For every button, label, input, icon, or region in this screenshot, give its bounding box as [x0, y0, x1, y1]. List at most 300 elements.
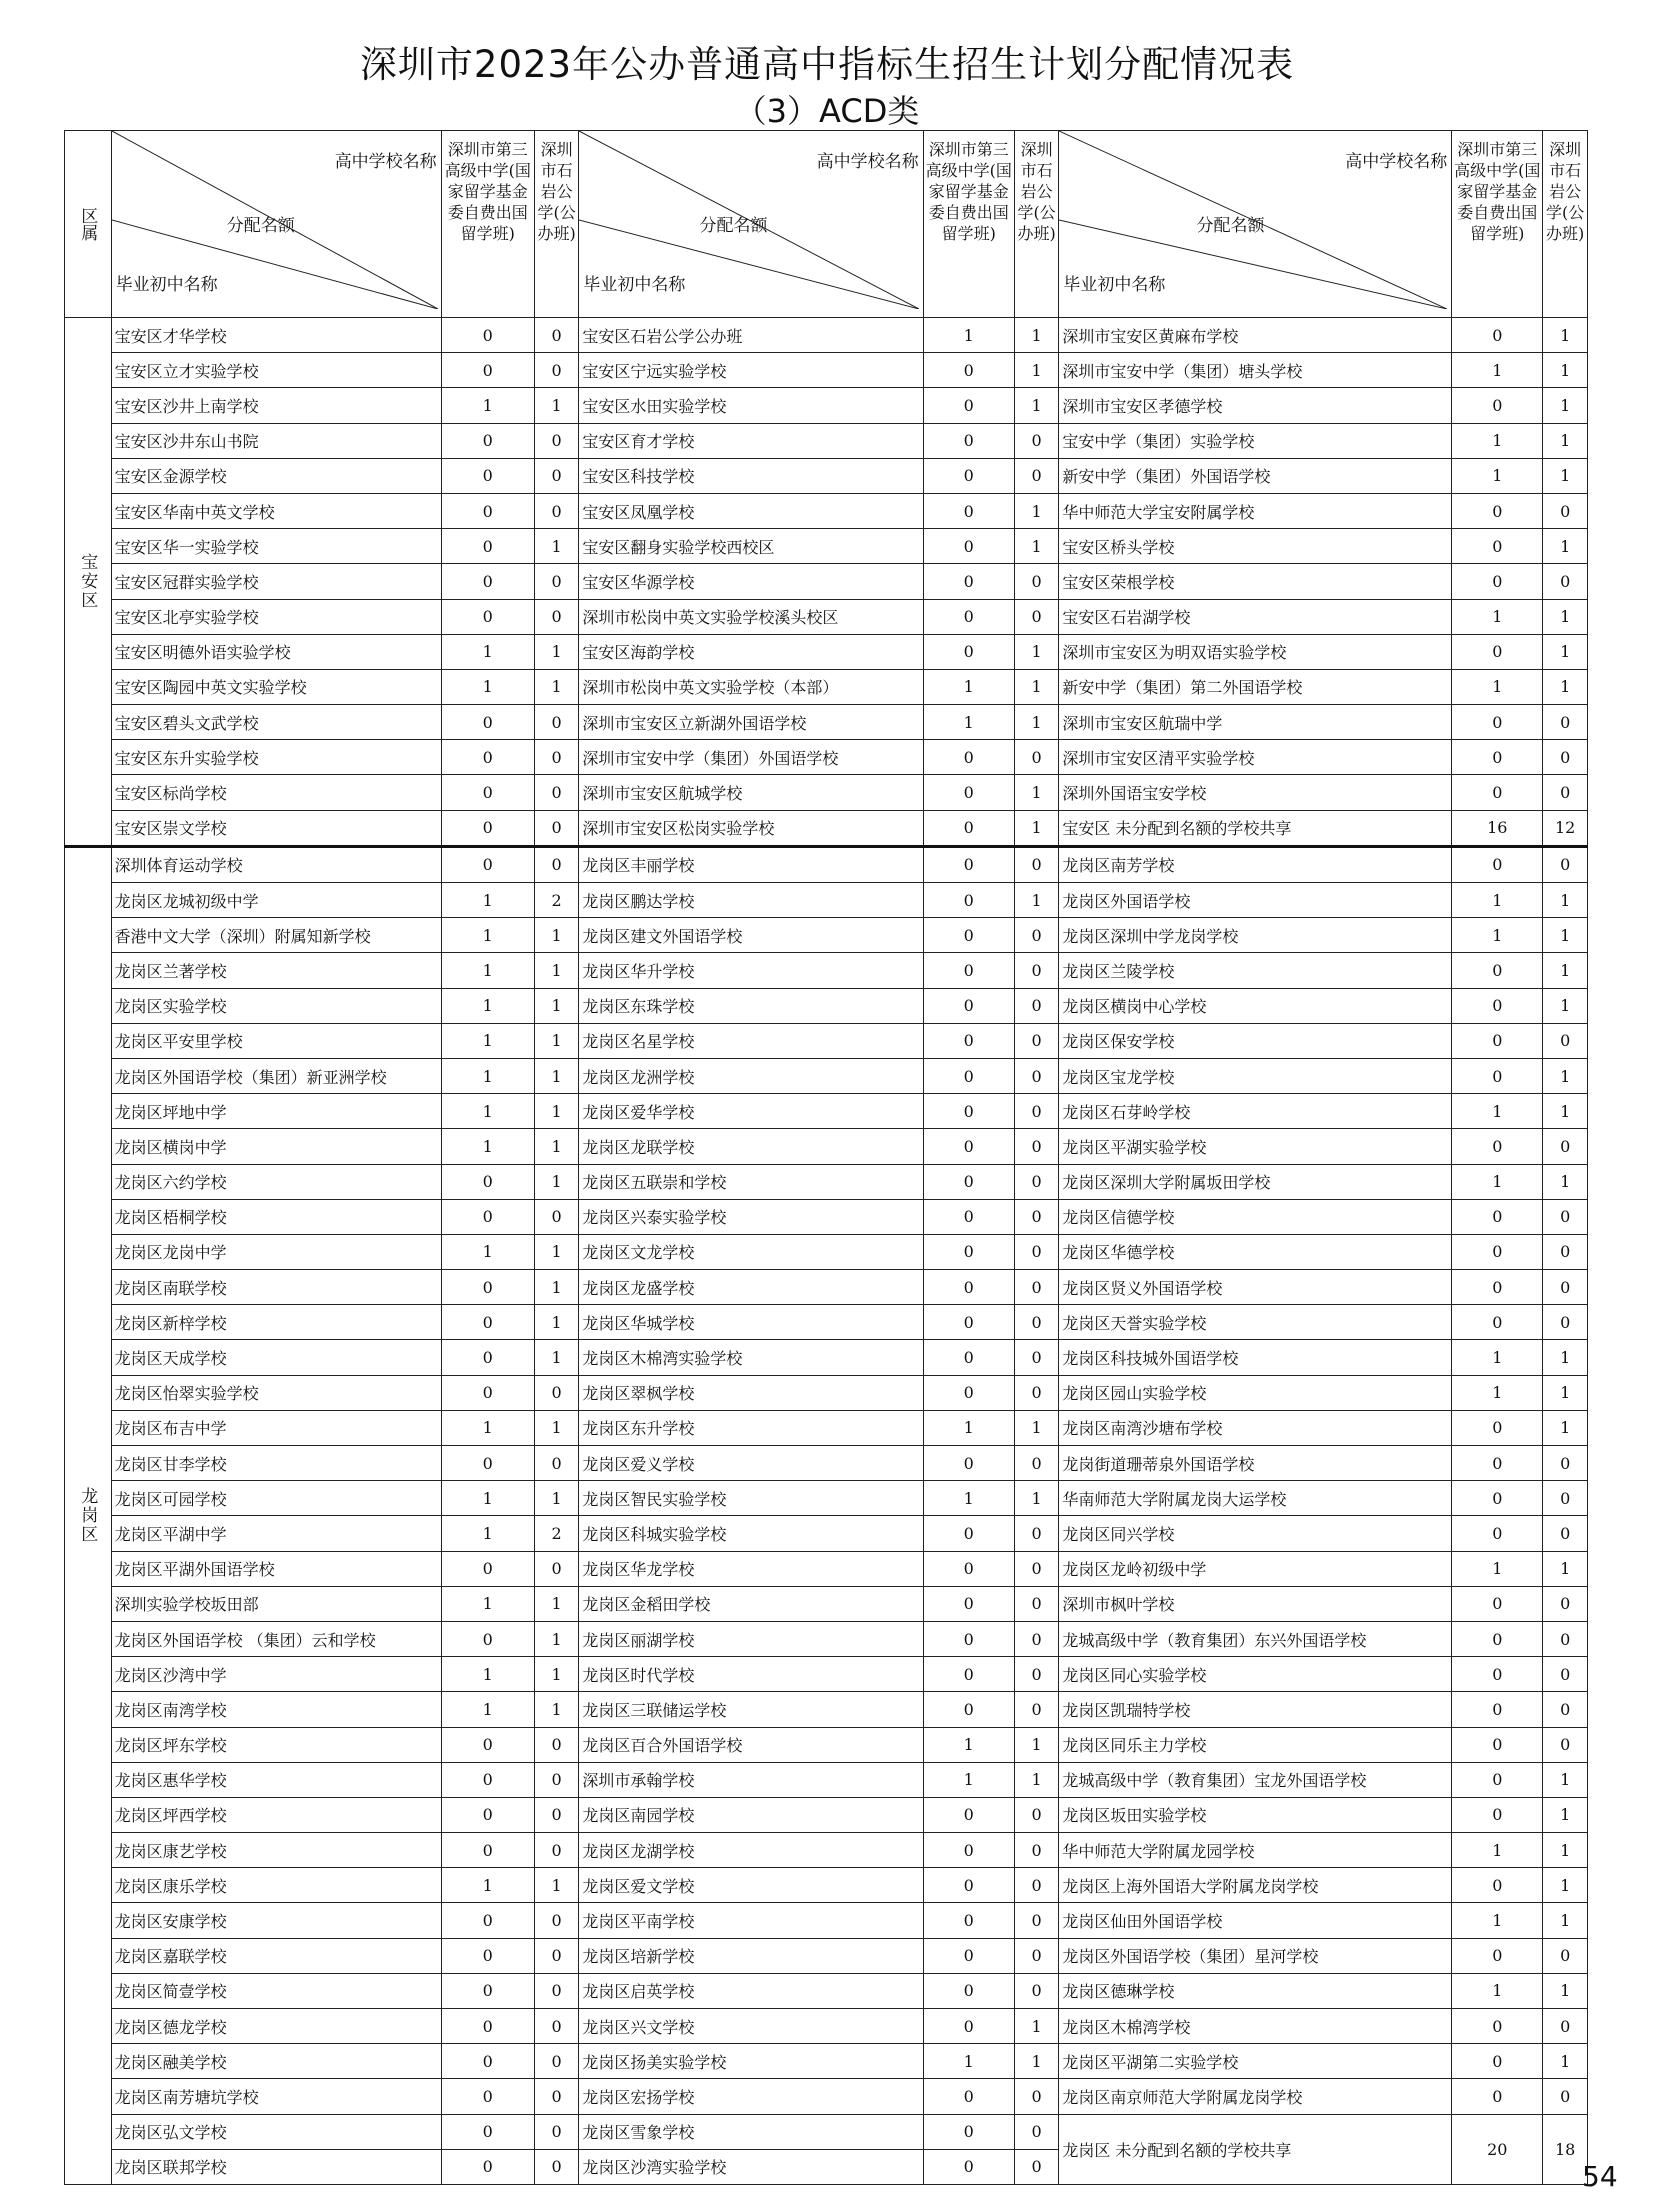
quota-b: 1	[534, 1657, 579, 1692]
quota-b: 0	[1014, 423, 1059, 458]
middle-school-name: 龙岗区宏扬学校	[579, 2079, 923, 2114]
middle-school-name: 龙岗区天成学校	[111, 1340, 441, 1375]
quota-b: 0	[1014, 1446, 1059, 1481]
table-row	[65, 2114, 1588, 2149]
quota-a: 0	[923, 1023, 1014, 1058]
middle-school-name: 深圳市宝安区孝德学校	[1059, 388, 1452, 423]
middle-school-name: 龙岗区东升学校	[579, 1410, 923, 1445]
quota-a: 0	[441, 1903, 534, 1938]
quota-b: 1	[1543, 318, 1588, 353]
table-row	[65, 2079, 1588, 2114]
quota-a: 1	[923, 2044, 1014, 2079]
quota-b: 2	[534, 883, 579, 918]
quota-a: 0	[441, 1797, 534, 1832]
quota-b: 1	[534, 1129, 579, 1164]
quota-a: 0	[923, 1657, 1014, 1692]
quota-b: 0	[1014, 1023, 1059, 1058]
middle-school-name: 宝安区华南中英文学校	[111, 493, 441, 528]
diagonal-header	[579, 131, 923, 318]
middle-school-name: 龙岗区南园学校	[579, 1797, 923, 1832]
quota-b: 0	[1543, 740, 1588, 775]
quota-a: 1	[1452, 458, 1543, 493]
table-row	[65, 1058, 1588, 1093]
table-row	[65, 705, 1588, 740]
middle-school-name: 龙岗区康乐学校	[111, 1868, 441, 1903]
quota-a: 0	[1452, 318, 1543, 353]
middle-school-name: 龙岗区凯瑞特学校	[1059, 1692, 1452, 1727]
quota-a: 0	[1452, 1868, 1543, 1903]
table-row	[65, 1234, 1588, 1269]
middle-school-name: 龙岗区时代学校	[579, 1657, 923, 1692]
middle-school-name: 龙岗区南湾学校	[111, 1692, 441, 1727]
quota-a: 1	[1452, 599, 1543, 634]
table-body	[65, 318, 1588, 2185]
quota-b: 0	[1543, 1023, 1588, 1058]
quota-b: 0	[1543, 564, 1588, 599]
quota-a: 0	[1452, 1199, 1543, 1234]
middle-school-name: 龙岗区龙岗中学	[111, 1234, 441, 1269]
middle-school-name: 深圳实验学校坂田部	[111, 1586, 441, 1621]
quota-b: 18	[1543, 2114, 1588, 2184]
quota-b: 1	[1543, 918, 1588, 953]
middle-school-name: 深圳体育运动学校	[111, 846, 441, 882]
quota-a: 0	[923, 493, 1014, 528]
quota-b: 0	[1014, 1938, 1059, 1973]
quota-b: 1	[1014, 2044, 1059, 2079]
middle-school-name: 龙岗区华德学校	[1059, 1234, 1452, 1269]
quota-b: 0	[1543, 1446, 1588, 1481]
quota-a: 0	[923, 740, 1014, 775]
middle-school-name: 深圳市宝安区清平实验学校	[1059, 740, 1452, 775]
middle-school-name: 深圳市松岗中英文实验学校溪头校区	[579, 599, 923, 634]
quota-a: 0	[1452, 1481, 1543, 1516]
middle-school-name: 龙岗区东珠学校	[579, 988, 923, 1023]
quota-a: 0	[923, 1833, 1014, 1868]
middle-school-name: 龙岗区安康学校	[111, 1903, 441, 1938]
quota-a: 0	[1452, 1234, 1543, 1269]
high-school-label: 高中学校名称	[816, 152, 919, 172]
quota-b: 0	[534, 1973, 579, 2008]
quota-a: 0	[1452, 634, 1543, 669]
middle-school-name: 宝安区水田实验学校	[579, 388, 923, 423]
middle-school-name: 深圳市宝安区航瑞中学	[1059, 705, 1452, 740]
quota-b: 1	[1543, 599, 1588, 634]
middle-school-name: 龙岗区天誉实验学校	[1059, 1305, 1452, 1340]
quota-a: 0	[1452, 1657, 1543, 1692]
quota-a: 0	[441, 318, 534, 353]
quota-b: 0	[1543, 2079, 1588, 2114]
quota-a: 0	[923, 1094, 1014, 1129]
quota-b: 1	[534, 1481, 579, 1516]
middle-school-name: 龙岗区龙湖学校	[579, 1833, 923, 1868]
table-row	[65, 493, 1588, 528]
middle-school-name: 龙岗区实验学校	[111, 988, 441, 1023]
quota-a: 0	[441, 1551, 534, 1586]
quota-b: 1	[1543, 458, 1588, 493]
quota-a: 1	[923, 1481, 1014, 1516]
middle-school-name: 宝安区桥头学校	[1059, 529, 1452, 564]
middle-school-name: 龙岗区怡翠实验学校	[111, 1375, 441, 1410]
page-subtitle: （3）ACD类	[734, 92, 920, 130]
middle-school-name: 龙岗区甘李学校	[111, 1446, 441, 1481]
middle-school-name: 宝安区科技学校	[579, 458, 923, 493]
middle-school-name: 深圳市宝安区航城学校	[579, 775, 923, 810]
quota-a: 0	[441, 1305, 534, 1340]
quota-b: 1	[1543, 634, 1588, 669]
quota-b: 0	[1543, 846, 1588, 882]
middle-school-name: 龙岗区联邦学校	[111, 2149, 441, 2184]
quota-b: 1	[1014, 353, 1059, 388]
middle-school-name: 龙岗区信德学校	[1059, 1199, 1452, 1234]
middle-school-name: 龙岗区坂田实验学校	[1059, 1797, 1452, 1832]
table-row	[65, 810, 1588, 846]
quota-a: 0	[923, 1973, 1014, 2008]
quota-b: 0	[1014, 1797, 1059, 1832]
middle-school-name: 龙岗区平南学校	[579, 1903, 923, 1938]
quota-a: 1	[441, 1410, 534, 1445]
middle-school-name: 龙岗区文龙学校	[579, 1234, 923, 1269]
table-row	[65, 1199, 1588, 1234]
middle-school-name: 深圳市宝安区松岗实验学校	[579, 810, 923, 846]
quota-b: 0	[1543, 1270, 1588, 1305]
middle-school-name: 宝安区凤凰学校	[579, 493, 923, 528]
middle-school-name: 深圳市宝安中学（集团）外国语学校	[579, 740, 923, 775]
quota-b: 0	[1014, 740, 1059, 775]
middle-school-name: 龙岗区仙田外国语学校	[1059, 1903, 1452, 1938]
quota-b: 1	[534, 1586, 579, 1621]
table-row	[65, 1164, 1588, 1199]
quota-a: 0	[923, 1868, 1014, 1903]
quota-b: 0	[1014, 1551, 1059, 1586]
quota-b: 0	[1014, 599, 1059, 634]
middle-school-name: 龙岗区保安学校	[1059, 1023, 1452, 1058]
quota-a: 0	[441, 529, 534, 564]
middle-school-name: 龙岗区沙湾中学	[111, 1657, 441, 1692]
quota-a: 0	[1452, 1586, 1543, 1621]
quota-a: 1	[441, 1481, 534, 1516]
middle-school-name: 龙岗区可园学校	[111, 1481, 441, 1516]
quota-a: 0	[1452, 493, 1543, 528]
quota-b: 0	[1014, 2079, 1059, 2114]
middle-school-name: 龙岗街道珊蒂泉外国语学校	[1059, 1446, 1452, 1481]
quota-a: 0	[1452, 988, 1543, 1023]
middle-school-name: 龙岗区五联崇和学校	[579, 1164, 923, 1199]
table-row	[65, 1094, 1588, 1129]
quota-b: 0	[534, 705, 579, 740]
middle-school-name: 龙岗区智民实验学校	[579, 1481, 923, 1516]
quota-b: 0	[1014, 1058, 1059, 1093]
middle-school-name: 龙岗区华龙学校	[579, 1551, 923, 1586]
middle-school-name: 宝安区荣根学校	[1059, 564, 1452, 599]
diagonal-header	[1059, 131, 1452, 318]
quota-a: 0	[1452, 1446, 1543, 1481]
quota-b: 1	[534, 1234, 579, 1269]
quota-a: 0	[441, 846, 534, 882]
col-b-header: 深圳市石岩公学(公办班)	[1543, 131, 1588, 318]
quota-a: 0	[1452, 2009, 1543, 2044]
quota-b: 1	[534, 918, 579, 953]
table-row	[65, 988, 1588, 1023]
quota-b: 1	[534, 1305, 579, 1340]
quota-b: 0	[1543, 1692, 1588, 1727]
middle-school-name: 华中师范大学附属龙园学校	[1059, 1833, 1452, 1868]
quota-b: 1	[1543, 529, 1588, 564]
table-row	[65, 1727, 1588, 1762]
quota-b: 1	[534, 669, 579, 704]
middle-school-name: 龙岗区同心实验学校	[1059, 1657, 1452, 1692]
quota-a: 0	[1452, 1410, 1543, 1445]
quota-a: 1	[441, 1657, 534, 1692]
quota-b: 0	[1014, 846, 1059, 882]
quota-b: 0	[1014, 1094, 1059, 1129]
quota-a: 1	[441, 1023, 534, 1058]
table-row	[65, 318, 1588, 353]
quota-a: 1	[1452, 1340, 1543, 1375]
quota-b: 1	[534, 1058, 579, 1093]
quota-a: 1	[441, 388, 534, 423]
quota-a: 0	[441, 1164, 534, 1199]
middle-school-name: 龙城高级中学（教育集团）东兴外国语学校	[1059, 1621, 1452, 1656]
quota-a: 1	[441, 1094, 534, 1129]
middle-school-name: 宝安区碧头文武学校	[111, 705, 441, 740]
middle-school-name: 龙岗区横岗中心学校	[1059, 988, 1452, 1023]
quota-a: 0	[441, 493, 534, 528]
quota-a: 0	[441, 1375, 534, 1410]
quota-a: 1	[1452, 918, 1543, 953]
middle-school-name: 宝安区崇文学校	[111, 810, 441, 846]
quota-a: 0	[441, 2149, 534, 2184]
table-row	[65, 1516, 1588, 1551]
quota-b: 0	[1543, 1516, 1588, 1551]
table-row	[65, 423, 1588, 458]
quota-b: 1	[1543, 953, 1588, 988]
middle-school-name: 龙岗区科技城外国语学校	[1059, 1340, 1452, 1375]
quota-a: 0	[1452, 953, 1543, 988]
quota-b: 1	[1543, 1164, 1588, 1199]
middle-school-name: 龙岗区南芳塘坑学校	[111, 2079, 441, 2114]
table-row	[65, 634, 1588, 669]
quota-b: 0	[1014, 1129, 1059, 1164]
quota-b: 0	[534, 564, 579, 599]
quota-a: 1	[923, 669, 1014, 704]
quota-b: 0	[534, 2114, 579, 2149]
table-row	[65, 1868, 1588, 1903]
quota-a: 1	[441, 1234, 534, 1269]
quota-a: 1	[441, 1868, 534, 1903]
quota-a: 0	[923, 1516, 1014, 1551]
diagonal-header	[111, 131, 441, 318]
quota-a: 0	[923, 634, 1014, 669]
quota-b: 0	[534, 846, 579, 882]
middle-school-name: 龙岗区德琳学校	[1059, 1973, 1452, 2008]
quota-b: 1	[534, 1094, 579, 1129]
quota-b: 0	[1014, 1903, 1059, 1938]
quota-a: 1	[1452, 1375, 1543, 1410]
middle-school-name: 龙城高级中学（教育集团）宝龙外国语学校	[1059, 1762, 1452, 1797]
quota-b: 1	[1014, 775, 1059, 810]
middle-school-name: 龙岗区坪地中学	[111, 1094, 441, 1129]
quota-b: 1	[1543, 1868, 1588, 1903]
quota-a: 0	[1452, 529, 1543, 564]
quota-b: 1	[534, 529, 579, 564]
quota-b: 1	[1014, 318, 1059, 353]
quota-b: 1	[1014, 529, 1059, 564]
quota-a: 1	[441, 1692, 534, 1727]
middle-school-name: 龙岗区爱文学校	[579, 1868, 923, 1903]
quota-b: 0	[1014, 458, 1059, 493]
quota-a: 1	[1452, 1903, 1543, 1938]
middle-school-name: 宝安区沙井东山书院	[111, 423, 441, 458]
middle-school-name: 龙岗区横岗中学	[111, 1129, 441, 1164]
quota-b: 1	[534, 1868, 579, 1903]
middle-school-name: 宝安区石岩公学公办班	[579, 318, 923, 353]
middle-school-name: 龙岗区科城实验学校	[579, 1516, 923, 1551]
quota-b: 0	[1543, 1199, 1588, 1234]
middle-school-name: 龙岗区翠枫学校	[579, 1375, 923, 1410]
quota-a: 1	[1452, 1973, 1543, 2008]
quota-b: 1	[1014, 883, 1059, 918]
quota-a: 1	[1452, 1833, 1543, 1868]
quota-a: 0	[923, 2114, 1014, 2149]
middle-school-name: 龙岗区启英学校	[579, 1973, 923, 2008]
col-a-header: 深圳市第三高级中学(国家留学基金委自费出国留学班)	[1452, 131, 1543, 318]
quota-a: 0	[923, 2079, 1014, 2114]
quota-b: 1	[1543, 669, 1588, 704]
quota-b: 0	[534, 810, 579, 846]
middle-school-name: 龙岗区培新学校	[579, 1938, 923, 1973]
table-row	[65, 1551, 1588, 1586]
page-title: 深圳市2023年公办普通高中指标生招生计划分配情况表	[359, 43, 1295, 86]
quota-a: 0	[923, 564, 1014, 599]
middle-school-name: 龙岗区兴泰实验学校	[579, 1199, 923, 1234]
quota-a: 20	[1452, 2114, 1543, 2184]
quota-a: 0	[441, 353, 534, 388]
table-row	[65, 1762, 1588, 1797]
quota-b: 0	[1543, 2009, 1588, 2044]
table-row	[65, 458, 1588, 493]
quota-a: 0	[1452, 1692, 1543, 1727]
middle-school-name: 龙岗区南湾沙塘布学校	[1059, 1410, 1452, 1445]
quota-a: 0	[441, 1938, 534, 1973]
quota-a: 0	[923, 1340, 1014, 1375]
quota-a: 0	[923, 458, 1014, 493]
middle-school-name: 龙岗区嘉联学校	[111, 1938, 441, 1973]
quota-a: 0	[441, 1270, 534, 1305]
quota-b: 0	[1014, 1621, 1059, 1656]
quota-b: 1	[1014, 1762, 1059, 1797]
quota-b: 1	[534, 1164, 579, 1199]
middle-school-name: 龙岗区康艺学校	[111, 1833, 441, 1868]
middle-school-name: 华中师范大学宝安附属学校	[1059, 493, 1452, 528]
middle-school-name: 龙岗区丰丽学校	[579, 846, 923, 882]
middle-school-name: 龙岗区平湖第二实验学校	[1059, 2044, 1452, 2079]
quota-b: 1	[1014, 493, 1059, 528]
table-row	[65, 775, 1588, 810]
middle-school-name: 龙岗区百合外国语学校	[579, 1727, 923, 1762]
quota-a: 0	[441, 2114, 534, 2149]
middle-school-name: 龙岗区南芳学校	[1059, 846, 1452, 882]
quota-a: 0	[1452, 1727, 1543, 1762]
middle-school-name: 龙岗区建文外国语学校	[579, 918, 923, 953]
quota-a: 0	[441, 775, 534, 810]
quota-a: 0	[441, 1973, 534, 2008]
quota-a: 1	[923, 318, 1014, 353]
quota-b: 0	[534, 1551, 579, 1586]
quota-b: 0	[1014, 953, 1059, 988]
middle-school-name: 深圳市宝安区立新湖外国语学校	[579, 705, 923, 740]
quota-b: 2	[534, 1516, 579, 1551]
quota-b: 1	[1014, 810, 1059, 846]
quota-b: 12	[1543, 810, 1588, 846]
table-row	[65, 1375, 1588, 1410]
quota-a: 0	[923, 1199, 1014, 1234]
quota-b: 0	[1543, 493, 1588, 528]
table-row	[65, 1305, 1588, 1340]
quota-b: 0	[1543, 1621, 1588, 1656]
quota-b: 1	[1014, 1410, 1059, 1445]
quota-b: 1	[1014, 1481, 1059, 1516]
quota-a: 0	[1452, 2079, 1543, 2114]
table-row	[65, 2044, 1588, 2079]
table-row	[65, 529, 1588, 564]
table-row	[65, 1481, 1588, 1516]
middle-school-name: 龙岗区新梓学校	[111, 1305, 441, 1340]
quota-b: 1	[1014, 1727, 1059, 1762]
table-row	[65, 883, 1588, 918]
middle-school-name: 龙岗区同乐主力学校	[1059, 1727, 1452, 1762]
quota-b: 1	[1543, 1903, 1588, 1938]
middle-school-name: 龙岗区园山实验学校	[1059, 1375, 1452, 1410]
quota-b: 0	[1014, 1657, 1059, 1692]
quota-b: 0	[1014, 2149, 1059, 2184]
quota-b: 1	[534, 988, 579, 1023]
quota-a: 0	[1452, 1762, 1543, 1797]
quota-b: 0	[1014, 1868, 1059, 1903]
middle-school-name: 宝安区北亭实验学校	[111, 599, 441, 634]
middle-school-name: 龙岗区坪东学校	[111, 1727, 441, 1762]
quota-b: 0	[1543, 775, 1588, 810]
quota-b: 0	[1014, 1164, 1059, 1199]
table-row	[65, 564, 1588, 599]
middle-school-name: 龙岗区龙城初级中学	[111, 883, 441, 918]
quota-a: 1	[441, 953, 534, 988]
quota-b: 0	[534, 2149, 579, 2184]
quota-a: 0	[1452, 1797, 1543, 1832]
middle-school-name: 龙岗区兰著学校	[111, 953, 441, 988]
middle-school-name: 龙岗区扬美实验学校	[579, 2044, 923, 2079]
quota-b: 1	[1014, 705, 1059, 740]
quota-b: 1	[1543, 1058, 1588, 1093]
quota-b: 0	[534, 1446, 579, 1481]
quota-a: 0	[923, 953, 1014, 988]
quota-a: 0	[1452, 1058, 1543, 1093]
quota-b: 0	[534, 2044, 579, 2079]
table-row	[65, 2009, 1588, 2044]
quota-b: 1	[1543, 988, 1588, 1023]
quota-b: 0	[534, 458, 579, 493]
quota-b: 0	[1543, 1305, 1588, 1340]
middle-school-name: 龙岗区木棉湾实验学校	[579, 1340, 923, 1375]
middle-school-name: 龙岗区 未分配到名额的学校共享	[1059, 2114, 1452, 2184]
quota-b: 1	[1543, 1973, 1588, 2008]
table-row	[65, 1270, 1588, 1305]
quota-b: 0	[1014, 564, 1059, 599]
quota-b: 0	[1014, 1516, 1059, 1551]
table-row	[65, 918, 1588, 953]
middle-school-name: 宝安中学（集团）实验学校	[1059, 423, 1452, 458]
middle-school-name: 深圳市宝安区为明双语实验学校	[1059, 634, 1452, 669]
quota-b: 1	[1543, 388, 1588, 423]
